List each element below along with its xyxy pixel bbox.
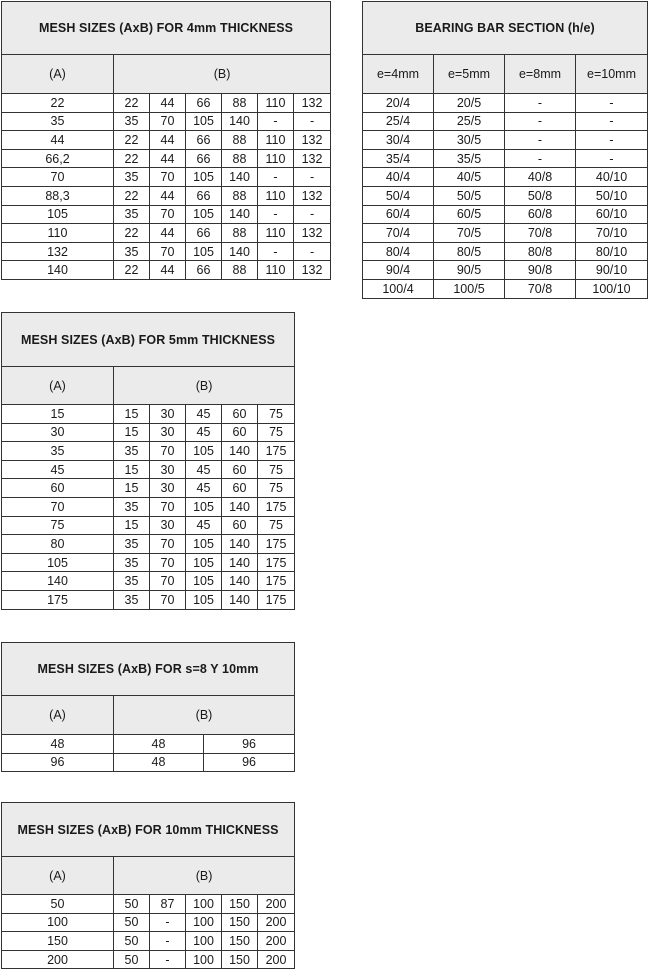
column-header-b: (B)	[114, 367, 295, 405]
cell: 30	[150, 405, 186, 424]
cell: -	[150, 950, 186, 969]
cell: 30	[150, 479, 186, 498]
cell: -	[576, 149, 648, 168]
cell: -	[258, 242, 294, 261]
cell: 110	[258, 186, 294, 205]
cell: 44	[150, 94, 186, 113]
cell: 140	[222, 242, 258, 261]
cell: 44	[150, 186, 186, 205]
cell: 66,2	[2, 149, 114, 168]
cell: 22	[114, 261, 150, 280]
cell: 25/4	[363, 112, 434, 131]
cell: 35	[114, 442, 150, 461]
cell: 15	[114, 479, 150, 498]
cell: 70	[2, 168, 114, 187]
cell: 132	[294, 186, 331, 205]
cell: 90/8	[505, 261, 576, 280]
cell: 35	[114, 535, 150, 554]
table-row	[2, 497, 295, 516]
cell: -	[294, 112, 331, 131]
cell: 150	[222, 895, 258, 914]
cell: 100/10	[576, 279, 648, 298]
cell: 96	[204, 753, 295, 772]
cell: 20/4	[363, 94, 434, 113]
cell: 45	[186, 405, 222, 424]
cell: 105	[186, 205, 222, 224]
cell: 35	[114, 572, 150, 591]
table-title: BEARING BAR SECTION (h/e)	[363, 2, 648, 55]
cell: 50/5	[434, 186, 505, 205]
cell: 48	[114, 735, 204, 754]
cell: 140	[222, 205, 258, 224]
cell: 45	[186, 516, 222, 535]
cell: -	[576, 112, 648, 131]
cell: 88	[222, 224, 258, 243]
cell: 200	[2, 950, 114, 969]
table-row	[363, 131, 648, 150]
table-8-10mm	[1, 642, 295, 772]
cell: 100/4	[363, 279, 434, 298]
cell: 40/10	[576, 168, 648, 187]
table-row	[2, 242, 331, 261]
table-row	[2, 479, 295, 498]
column-header-b: (B)	[114, 696, 295, 735]
cell: 15	[114, 516, 150, 535]
cell: 105	[186, 112, 222, 131]
table-row	[363, 205, 648, 224]
table-4mm	[1, 1, 331, 280]
cell: 88	[222, 186, 258, 205]
cell: 22	[114, 149, 150, 168]
table-row	[2, 895, 295, 914]
table-row	[363, 242, 648, 261]
cell: 22	[114, 131, 150, 150]
cell: 48	[2, 735, 114, 754]
cell: 70/8	[505, 224, 576, 243]
cell: 60	[222, 460, 258, 479]
column-header: e=4mm	[363, 55, 434, 94]
cell: 35/5	[434, 149, 505, 168]
cell: 200	[258, 950, 295, 969]
table-row	[363, 168, 648, 187]
cell: 150	[222, 950, 258, 969]
cell: 70/4	[363, 224, 434, 243]
cell: -	[576, 131, 648, 150]
table-bearing-bar	[362, 1, 648, 299]
cell: 60	[222, 516, 258, 535]
cell: 50/10	[576, 186, 648, 205]
cell: 100/5	[434, 279, 505, 298]
cell: 35	[114, 553, 150, 572]
cell: 50/8	[505, 186, 576, 205]
table-row	[2, 423, 295, 442]
table-row	[2, 735, 295, 754]
cell: 110	[258, 149, 294, 168]
cell: 132	[294, 261, 331, 280]
cell: 50	[114, 950, 150, 969]
cell: 100	[186, 913, 222, 932]
cell: 22	[114, 186, 150, 205]
table-row	[2, 442, 295, 461]
cell: 45	[186, 423, 222, 442]
table-row	[2, 535, 295, 554]
cell: 22	[114, 224, 150, 243]
table-row	[2, 205, 331, 224]
cell: 70	[150, 112, 186, 131]
cell: 88	[222, 94, 258, 113]
cell: 30/4	[363, 131, 434, 150]
cell: 75	[258, 460, 295, 479]
table-row	[2, 149, 331, 168]
cell: 35	[114, 168, 150, 187]
column-header-a: (A)	[2, 696, 114, 735]
cell: 70/10	[576, 224, 648, 243]
cell: 70/8	[505, 279, 576, 298]
cell: 88,3	[2, 186, 114, 205]
cell: -	[576, 94, 648, 113]
cell: 132	[294, 94, 331, 113]
table-row	[2, 186, 331, 205]
cell: 50/4	[363, 186, 434, 205]
cell: 96	[2, 753, 114, 772]
cell: 96	[204, 735, 295, 754]
column-header-b: (B)	[114, 857, 295, 895]
cell: 35	[114, 590, 150, 609]
cell: 70	[150, 535, 186, 554]
cell: 200	[258, 913, 295, 932]
cell: 140	[2, 261, 114, 280]
cell: 30	[150, 460, 186, 479]
table-row	[2, 94, 331, 113]
cell: -	[258, 112, 294, 131]
cell: 105	[186, 553, 222, 572]
cell: 70	[150, 553, 186, 572]
table-row	[363, 261, 648, 280]
cell: 60	[222, 479, 258, 498]
cell: -	[258, 205, 294, 224]
cell: 40/5	[434, 168, 505, 187]
cell: 105	[186, 590, 222, 609]
table-row	[2, 112, 331, 131]
cell: 132	[2, 242, 114, 261]
column-header: e=8mm	[505, 55, 576, 94]
cell: 175	[258, 497, 295, 516]
cell: 30	[2, 423, 114, 442]
cell: 110	[258, 131, 294, 150]
table-row	[2, 224, 331, 243]
table-row	[2, 590, 295, 609]
table-title: MESH SIZES (AxB) FOR s=8 Y 10mm	[2, 643, 295, 696]
cell: 35	[114, 497, 150, 516]
table-row	[363, 186, 648, 205]
cell: 105	[186, 497, 222, 516]
cell: 105	[186, 442, 222, 461]
cell: -	[294, 205, 331, 224]
table-row	[2, 516, 295, 535]
table-row	[363, 94, 648, 113]
cell: 80	[2, 535, 114, 554]
cell: 66	[186, 261, 222, 280]
table-row	[2, 553, 295, 572]
cell: 175	[258, 553, 295, 572]
cell: -	[505, 112, 576, 131]
cell: 75	[258, 479, 295, 498]
cell: 44	[150, 224, 186, 243]
cell: 150	[2, 932, 114, 951]
cell: 60	[222, 423, 258, 442]
cell: 100	[186, 950, 222, 969]
cell: 140	[222, 442, 258, 461]
table-row	[2, 460, 295, 479]
table-row	[2, 572, 295, 591]
cell: 110	[258, 261, 294, 280]
table-row	[2, 131, 331, 150]
cell: 30	[150, 516, 186, 535]
cell: 132	[294, 224, 331, 243]
cell: 140	[222, 572, 258, 591]
cell: 44	[2, 131, 114, 150]
table-title: MESH SIZES (AxB) FOR 10mm THICKNESS	[2, 803, 295, 857]
cell: 66	[186, 94, 222, 113]
column-header-a: (A)	[2, 367, 114, 405]
cell: 100	[2, 913, 114, 932]
cell: -	[294, 168, 331, 187]
cell: 66	[186, 149, 222, 168]
cell: 105	[2, 205, 114, 224]
cell: -	[150, 913, 186, 932]
cell: 70	[150, 168, 186, 187]
table-row	[363, 279, 648, 298]
cell: 44	[150, 131, 186, 150]
cell: 140	[222, 535, 258, 554]
cell: 20/5	[434, 94, 505, 113]
cell: 110	[2, 224, 114, 243]
cell: 105	[186, 168, 222, 187]
cell: 140	[222, 553, 258, 572]
cell: 175	[2, 590, 114, 609]
cell: 70	[150, 442, 186, 461]
cell: 60/4	[363, 205, 434, 224]
cell: -	[505, 149, 576, 168]
cell: 35	[2, 442, 114, 461]
cell: 87	[150, 895, 186, 914]
cell: -	[505, 131, 576, 150]
cell: 175	[258, 535, 295, 554]
cell: 75	[258, 516, 295, 535]
cell: 140	[222, 168, 258, 187]
cell: 105	[2, 553, 114, 572]
cell: 45	[186, 460, 222, 479]
cell: 66	[186, 186, 222, 205]
cell: 80/5	[434, 242, 505, 261]
cell: 88	[222, 261, 258, 280]
column-header: e=10mm	[576, 55, 648, 94]
cell: 45	[2, 460, 114, 479]
cell: 50	[114, 932, 150, 951]
cell: 60	[2, 479, 114, 498]
cell: 40/8	[505, 168, 576, 187]
table-row	[363, 224, 648, 243]
table-10mm	[1, 802, 295, 969]
cell: 48	[114, 753, 204, 772]
cell: 50	[114, 895, 150, 914]
table-row	[363, 112, 648, 131]
cell: 45	[186, 479, 222, 498]
cell: 105	[186, 572, 222, 591]
cell: 75	[258, 423, 295, 442]
cell: 15	[114, 460, 150, 479]
cell: 60/8	[505, 205, 576, 224]
cell: -	[258, 168, 294, 187]
cell: -	[505, 94, 576, 113]
table-5mm	[1, 312, 295, 610]
column-header-b: (B)	[114, 55, 331, 94]
cell: 105	[186, 242, 222, 261]
cell: 35	[114, 242, 150, 261]
cell: 22	[2, 94, 114, 113]
cell: 66	[186, 224, 222, 243]
cell: 44	[150, 261, 186, 280]
cell: 80/4	[363, 242, 434, 261]
table-row	[363, 149, 648, 168]
cell: 175	[258, 590, 295, 609]
cell: 80/8	[505, 242, 576, 261]
table-row	[2, 950, 295, 969]
cell: 35/4	[363, 149, 434, 168]
cell: 44	[150, 149, 186, 168]
cell: 50	[2, 895, 114, 914]
table-row	[2, 168, 331, 187]
table-row	[2, 753, 295, 772]
cell: 88	[222, 131, 258, 150]
cell: 15	[2, 405, 114, 424]
cell: 60/5	[434, 205, 505, 224]
cell: 35	[114, 112, 150, 131]
cell: 90/10	[576, 261, 648, 280]
cell: 25/5	[434, 112, 505, 131]
cell: 132	[294, 131, 331, 150]
cell: 140	[222, 497, 258, 516]
cell: 150	[222, 932, 258, 951]
cell: 70	[2, 497, 114, 516]
cell: 100	[186, 895, 222, 914]
table-row	[2, 405, 295, 424]
cell: 60/10	[576, 205, 648, 224]
cell: 66	[186, 131, 222, 150]
cell: 30	[150, 423, 186, 442]
cell: 105	[186, 535, 222, 554]
table-row	[2, 932, 295, 951]
cell: 75	[258, 405, 295, 424]
cell: 15	[114, 405, 150, 424]
cell: 175	[258, 442, 295, 461]
cell: 150	[222, 913, 258, 932]
cell: 140	[222, 112, 258, 131]
cell: 132	[294, 149, 331, 168]
cell: 200	[258, 895, 295, 914]
cell: 200	[258, 932, 295, 951]
table-row	[2, 261, 331, 280]
cell: 70	[150, 205, 186, 224]
column-header-a: (A)	[2, 55, 114, 94]
cell: 175	[258, 572, 295, 591]
column-header-a: (A)	[2, 857, 114, 895]
table-title: MESH SIZES (AxB) FOR 5mm THICKNESS	[2, 313, 295, 367]
cell: 70	[150, 497, 186, 516]
cell: 70	[150, 242, 186, 261]
cell: 35	[114, 205, 150, 224]
cell: 140	[2, 572, 114, 591]
table-title: MESH SIZES (AxB) FOR 4mm THICKNESS	[2, 2, 331, 55]
cell: 88	[222, 149, 258, 168]
cell: 100	[186, 932, 222, 951]
cell: -	[294, 242, 331, 261]
cell: 15	[114, 423, 150, 442]
cell: 90/5	[434, 261, 505, 280]
cell: 70	[150, 590, 186, 609]
cell: 22	[114, 94, 150, 113]
cell: 110	[258, 224, 294, 243]
cell: 40/4	[363, 168, 434, 187]
cell: 35	[2, 112, 114, 131]
cell: 110	[258, 94, 294, 113]
column-header: e=5mm	[434, 55, 505, 94]
table-row	[2, 913, 295, 932]
cell: -	[150, 932, 186, 951]
cell: 30/5	[434, 131, 505, 150]
cell: 50	[114, 913, 150, 932]
cell: 140	[222, 590, 258, 609]
cell: 80/10	[576, 242, 648, 261]
cell: 60	[222, 405, 258, 424]
cell: 90/4	[363, 261, 434, 280]
cell: 70	[150, 572, 186, 591]
cell: 75	[2, 516, 114, 535]
cell: 70/5	[434, 224, 505, 243]
